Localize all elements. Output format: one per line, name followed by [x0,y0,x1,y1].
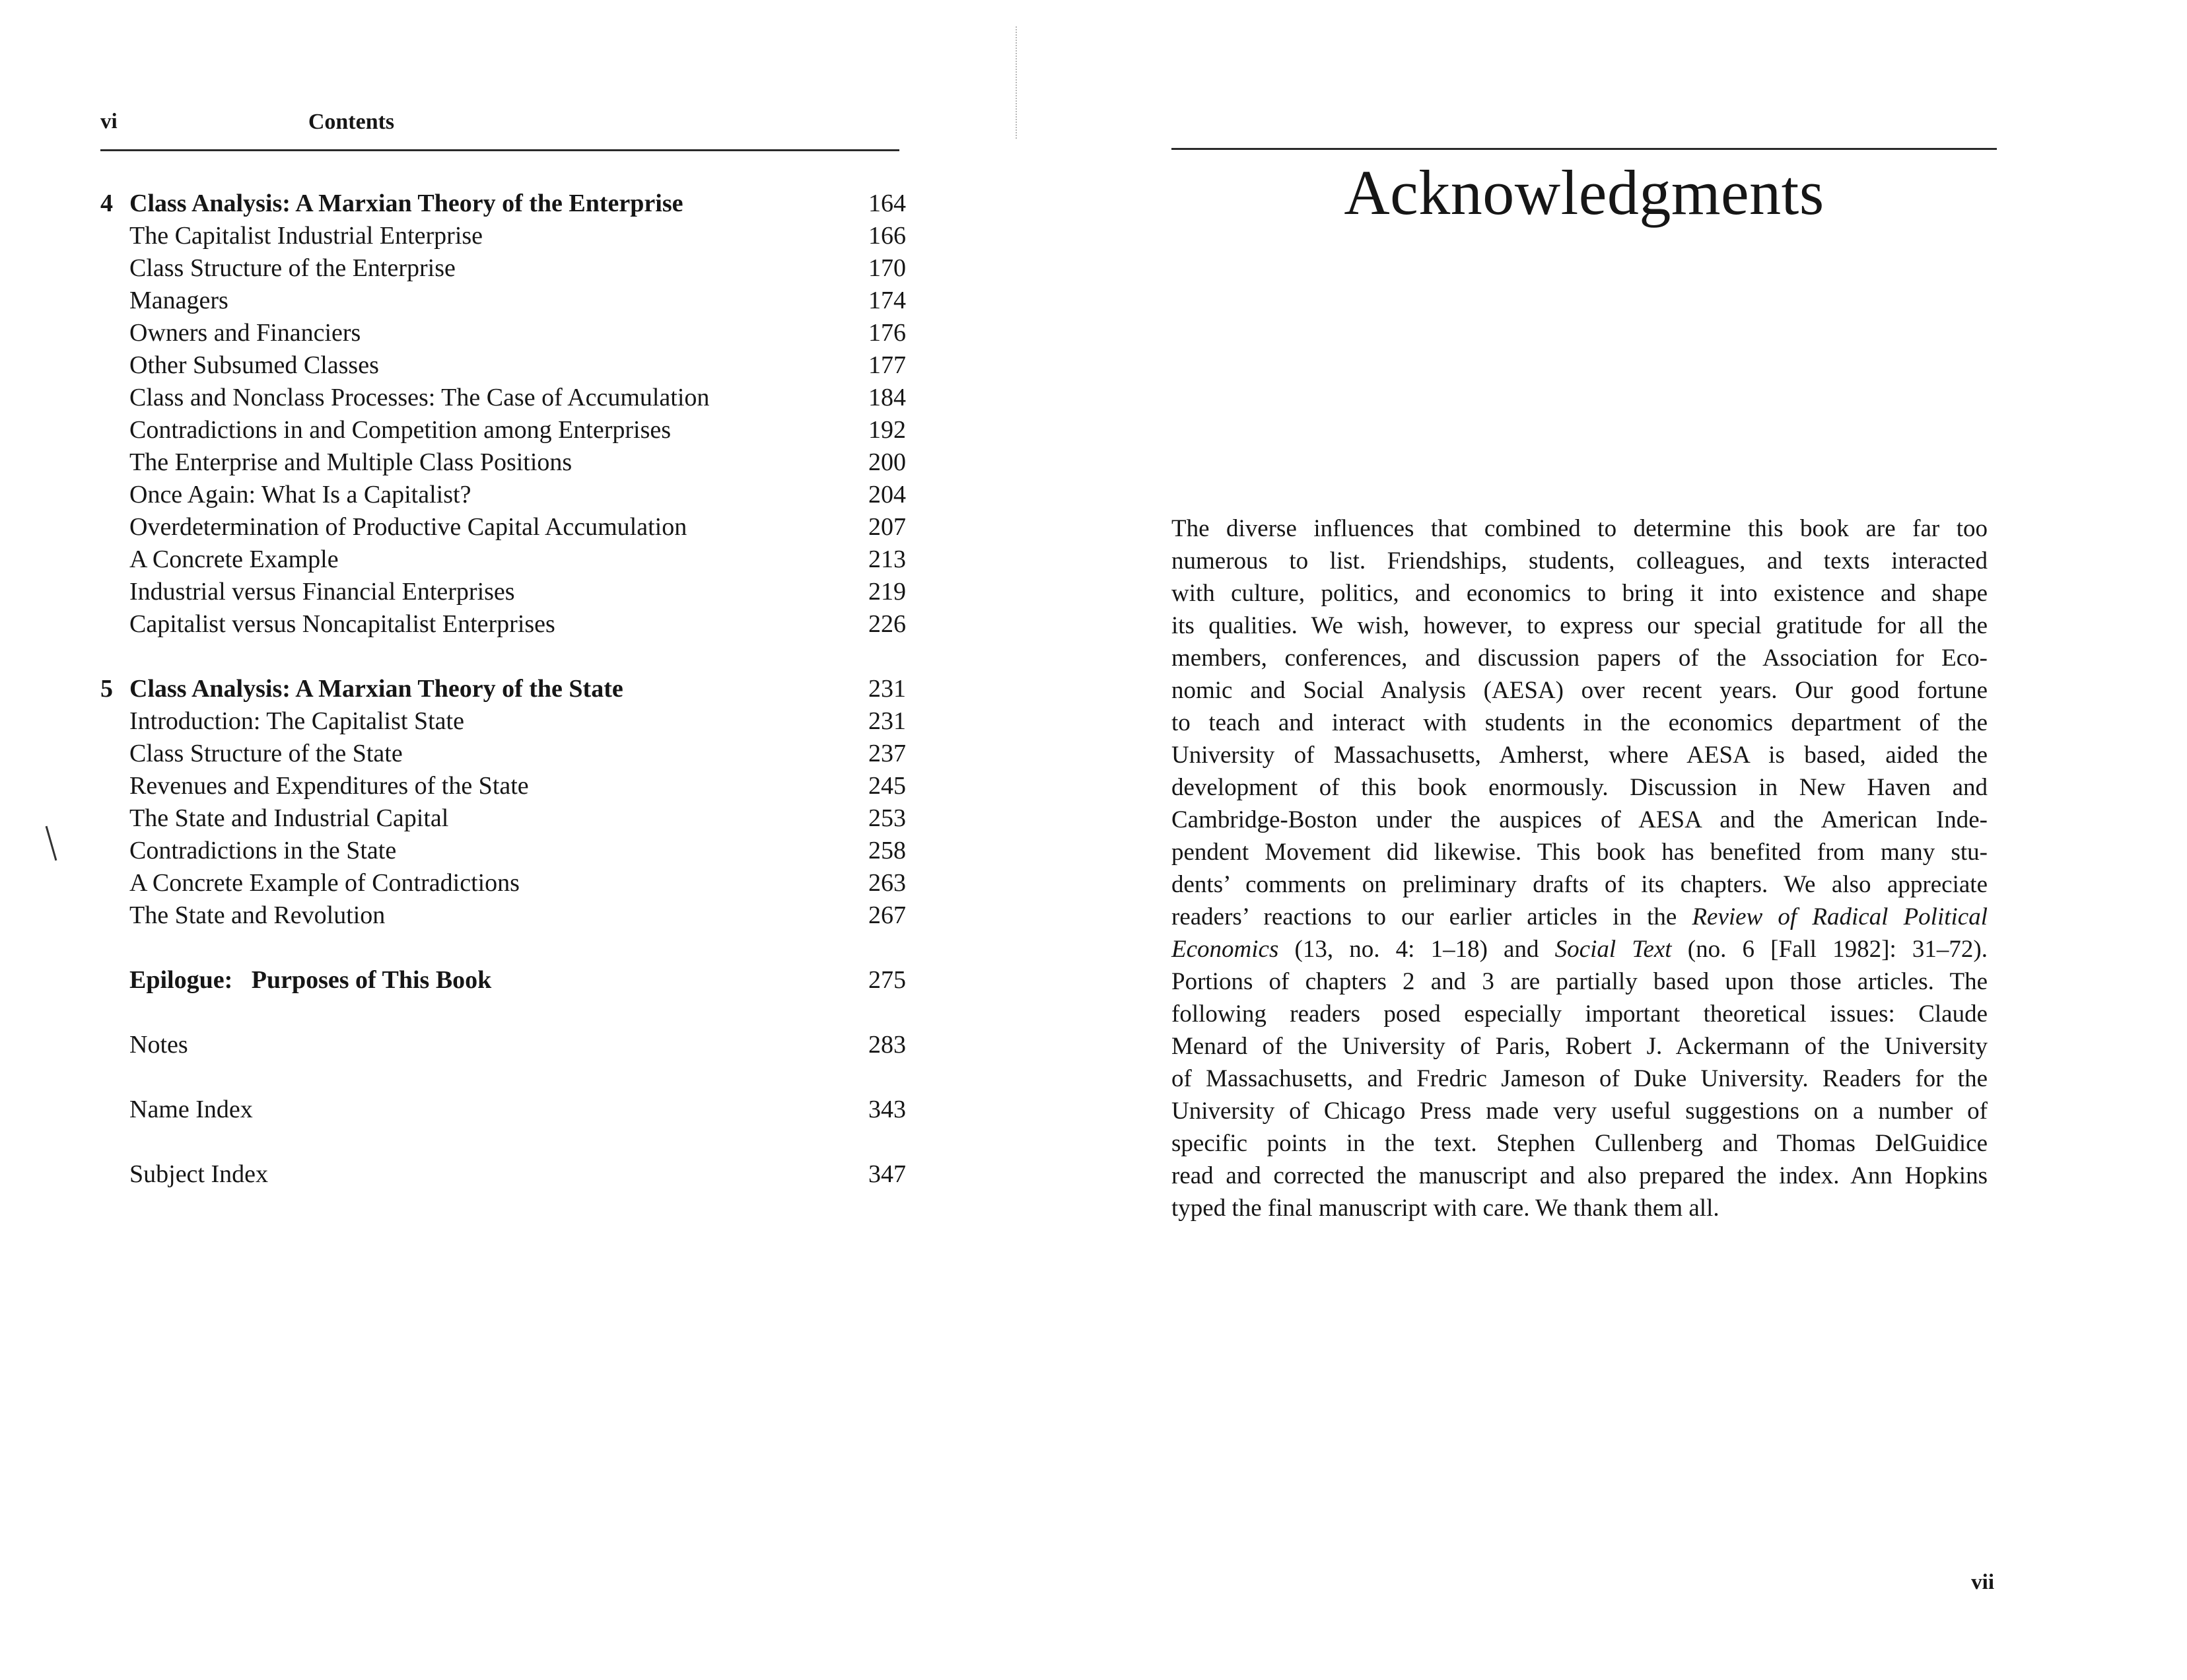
toc-entry [100,899,906,932]
body-line: numerous to list. Friendships, students, colleagues, and texts interacted [1171,547,1988,575]
entry-title: A Concrete Example of Contradictions [129,869,520,897]
toc-entry [100,382,906,414]
entry-title: Name Index [129,1096,253,1123]
body-line: to teach and interact with students in the economics department of the [1171,709,1988,736]
body-line [1171,933,1988,965]
toc-entry [100,543,906,576]
page-number: vii [1971,1570,1994,1594]
body-line: read and corrected the manuscript and also prepared the index. Ann Hopkins [1171,1162,1988,1189]
table-of-contents [100,188,906,1191]
body-line: typed the final manuscript with care. We thank them all. [1171,1195,1719,1222]
toc-entry [100,479,906,511]
journal-title: Social Text [1554,936,1672,963]
toc-entry [100,317,906,349]
entry-title: Revenues and Expenditures of the State [129,772,529,800]
toc-entry [100,414,906,446]
entry-page: 166 [868,222,906,250]
body-line: Menard of the University of Paris, Robert J. Ackermann of the University [1171,1033,1988,1060]
entry-page: 200 [868,448,906,476]
text-run: (13, no. 4: 1–18) and [1278,936,1555,963]
entry-title: Introduction: The Capitalist State [129,707,464,735]
entry-page: 245 [868,772,906,800]
body-line: Portions of chapters 2 and 3 are partially based upon those articles. The [1171,968,1988,995]
entry-page: 170 [868,254,906,282]
entry-page: 343 [868,1096,906,1123]
toc-epilogue [100,964,906,997]
body-line: its qualities. We wish, however, to express our special gratitude for all the [1171,612,1988,639]
toc-subject-index [100,1158,906,1191]
page-title: Acknowledgments [1344,157,1824,228]
toc-entry [100,802,906,835]
body-line [1171,901,1988,933]
entry-title: Managers [129,287,228,314]
journal-title: Economics [1171,936,1279,963]
contents-page [0,0,1090,1680]
entry-title: Notes [129,1031,188,1059]
entry-title: A Concrete Example [129,545,339,573]
body-line: of Massachusetts, and Fredric Jameson of Duke University. Readers for the [1171,1065,1988,1092]
entry-page: 204 [868,481,906,508]
scan-mark [46,826,57,861]
body-line: with culture, politics, and economics to bring it into existence and shape [1171,580,1988,607]
entry-title: Contradictions in the State [129,837,397,864]
toc-entry [100,867,906,899]
entry-page: 184 [868,384,906,411]
entry-page: 176 [868,319,906,347]
entry-title: The State and Industrial Capital [129,804,449,832]
toc-entry [100,705,906,738]
entry-page: 226 [868,610,906,638]
entry-page: 347 [868,1160,906,1188]
entry-page: 213 [868,545,906,573]
body-line: dents’ comments on preliminary drafts of its chapters. We also appreciate [1171,871,1988,898]
chapter-title: Class Analysis: A Marxian Theory of the State [129,675,623,703]
text-run: readers’ reactions to our earlier articles in the [1171,903,1692,930]
entry-title: Class Structure of the State [129,740,403,767]
entry-page: 267 [868,901,906,929]
entry-title: Industrial versus Financial Enterprises [129,578,515,606]
entry-page: 275 [868,966,906,994]
entry-title: Overdetermination of Productive Capital Accumulation [129,513,687,541]
entry-page: 207 [868,513,906,541]
running-head: Contents [308,110,395,134]
toc-entry [100,511,906,543]
toc-entry [100,252,906,285]
entry-page: 219 [868,578,906,606]
entry-title: The Capitalist Industrial Enterprise [129,222,483,250]
body-line: pendent Movement did likewise. This book has benefited from many stu- [1171,839,1988,866]
toc-entry [100,835,906,867]
entry-title: Epilogue: Purposes of This Book [129,966,492,994]
page-header [100,110,899,151]
entry-title: Subject Index [129,1160,269,1188]
toc-entry [100,738,906,770]
entry-title: Class and Nonclass Processes: The Case of Accumulation [129,384,710,411]
toc-chapter-4 [100,188,906,220]
page-number: vi [100,110,118,133]
chapter-page: 164 [868,190,906,217]
body-line: Cambridge-Boston under the auspices of AESA and the American Inde- [1171,806,1988,833]
gutter-shadow [1016,26,1020,139]
body-line: following readers posed especially important theoretical issues: Claude [1171,1000,1988,1028]
acknowledgments-page [1090,0,2187,1680]
entry-title: Contradictions in and Competition among Enterprises [129,416,672,444]
toc-entry [100,446,906,479]
body-line: nomic and Social Analysis (AESA) over recent years. Our good fortune [1171,677,1988,704]
text-run: (no. 6 [Fall 1982]: 31–72). [1671,936,1988,963]
body-line: The diverse influences that combined to determine this book are far too [1171,515,1988,542]
entry-page: 192 [868,416,906,444]
body-line: specific points in the text. Stephen Cullenberg and Thomas DelGuidice [1171,1130,1988,1157]
entry-title: Capitalist versus Noncapitalist Enterprises [129,610,555,638]
toc-entry [100,220,906,252]
chapter-number: 4 [100,190,113,217]
entry-page: 177 [868,351,906,379]
toc-entry [100,285,906,317]
journal-title: Review of Radical Political [1692,903,1988,930]
toc-entry [100,608,906,641]
entry-page: 237 [868,740,906,767]
body-line: members, conferences, and discussion papers of the Association for Eco- [1171,645,1988,672]
toc-entry [100,349,906,382]
entry-page: 283 [868,1031,906,1059]
entry-title: The Enterprise and Multiple Class Positions [129,448,573,476]
chapter-page: 231 [868,675,906,703]
entry-title: Class Structure of the Enterprise [129,254,456,282]
toc-entry [100,576,906,608]
body-line: development of this book enormously. Discussion in New Haven and [1171,774,1988,801]
entry-page: 231 [868,707,906,735]
entry-title: The State and Revolution [129,901,386,929]
body-line: University of Chicago Press made very useful suggestions on a number of [1171,1098,1988,1125]
entry-page: 263 [868,869,906,897]
entry-page: 174 [868,287,906,314]
entry-title: Owners and Financiers [129,319,361,347]
entry-title: Once Again: What Is a Capitalist? [129,481,471,508]
body-line: University of Massachusetts, Amherst, where AESA is based, aided the [1171,742,1988,769]
toc-chapter-5 [100,673,906,705]
entry-page: 253 [868,804,906,832]
chapter-title: Class Analysis: A Marxian Theory of the Enterprise [129,190,683,217]
acknowledgments-body [1171,512,1988,1224]
toc-name-index [100,1094,906,1126]
toc-entry [100,770,906,802]
toc-notes [100,1029,906,1061]
chapter-number: 5 [100,675,113,703]
entry-page: 258 [868,837,906,864]
header-rule [1171,148,1997,150]
entry-title: Other Subsumed Classes [129,351,379,379]
